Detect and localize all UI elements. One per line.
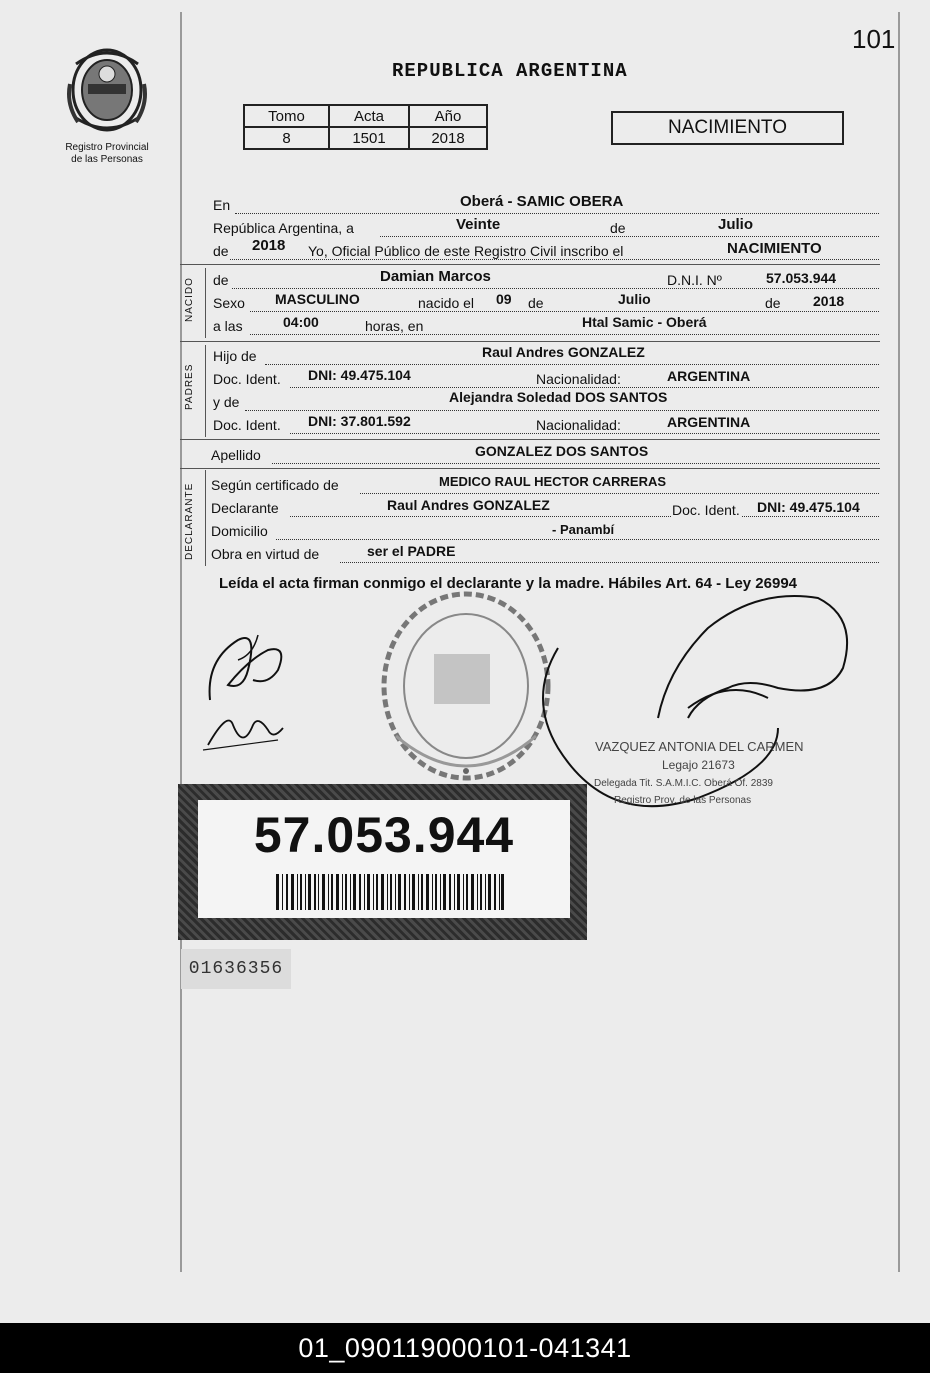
- header-tomo: Tomo: [244, 105, 329, 127]
- label-sexo: Sexo: [213, 295, 245, 311]
- value-anio: 2018: [409, 127, 487, 149]
- value-madre: Alejandra Soledad DOS SANTOS: [449, 389, 668, 405]
- dots-domicilio: [276, 538, 879, 540]
- value-anio: 2018: [252, 237, 286, 254]
- header-acta: Acta: [329, 105, 409, 127]
- stamp-line-3: Delegada Tit. S.A.M.I.C. Oberá Of. 2839: [594, 778, 773, 789]
- stamp-line-4: Registro Prov. de las Personas: [614, 795, 752, 806]
- value-madre-doc: DNI: 37.801.592: [308, 413, 411, 429]
- label-doc-ident-2: Doc. Ident.: [213, 417, 281, 433]
- label-en: En: [213, 197, 231, 213]
- value-declarante: Raul Andres GONZALEZ: [387, 497, 550, 513]
- dots-hora: [250, 333, 879, 335]
- value-obra: ser el PADRE: [367, 543, 456, 559]
- value-mes-nac: Julio: [618, 291, 651, 307]
- dots-padre: [265, 363, 879, 365]
- barcode-panel: [198, 800, 570, 918]
- left-margin-line: [180, 12, 182, 1272]
- label-nacido-el: nacido el: [418, 295, 475, 311]
- value-apellido: GONZALEZ DOS SANTOS: [475, 443, 649, 459]
- document-footer-id: 01_090119000101-041341: [0, 1323, 930, 1373]
- value-declarante-doc: DNI: 49.475.104: [757, 499, 860, 515]
- record-table-value-row: [244, 127, 487, 149]
- label-nacionalidad-2: Nacionalidad:: [536, 417, 621, 433]
- label-segun: Según certificado de: [211, 477, 339, 493]
- rule-before-padres: [180, 341, 880, 342]
- record-type-box: NACIMIENTO: [611, 111, 844, 145]
- header-anio: Año: [409, 105, 487, 127]
- dots-madre: [245, 409, 879, 411]
- label-republica: República Argentina, a: [213, 220, 354, 236]
- value-padre-doc: DNI: 49.475.104: [308, 367, 411, 383]
- value-sexo: MASCULINO: [275, 291, 360, 307]
- rule-before-declarante: [180, 468, 880, 469]
- emblem-caption-line-1: Registro Provincial: [65, 142, 149, 153]
- label-de-birth-month: de: [528, 295, 544, 311]
- value-dni: 57.053.944: [766, 270, 837, 286]
- value-tomo: 8: [244, 127, 329, 149]
- emblem-caption-line-2: de las Personas: [71, 154, 143, 165]
- label-a-las: a las: [213, 318, 243, 334]
- value-mes: Julio: [718, 216, 754, 233]
- stamp-legajo: Legajo 21673: [662, 758, 735, 772]
- value-acta: 1501: [329, 127, 409, 149]
- rule-before-nacido: [180, 264, 880, 265]
- closing-statement: Leída el acta firman conmigo el declarante y la madre. Hábiles Art. 64 - Ley 26994: [219, 575, 798, 592]
- value-anio-nac: 2018: [813, 293, 845, 309]
- label-de-year: de: [213, 243, 229, 259]
- value-domicilio: - Panambí: [552, 522, 615, 537]
- label-obra: Obra en virtud de: [211, 546, 320, 562]
- padres-section-rule: [205, 345, 206, 437]
- dots-republica: [380, 235, 879, 237]
- value-dia: Veinte: [456, 216, 501, 233]
- value-hora: 04:00: [283, 314, 319, 330]
- declarante-section-rule: [205, 470, 206, 566]
- section-label-declarante: DECLARANTE: [184, 482, 195, 560]
- dots-en: [235, 212, 879, 214]
- dots-name: [232, 287, 879, 289]
- section-label-padres: PADRES: [184, 363, 195, 410]
- province-emblem: [66, 44, 148, 136]
- section-label-nacido: NACIDO: [184, 277, 195, 322]
- right-margin-line: [898, 12, 900, 1272]
- label-apellido: Apellido: [211, 447, 261, 463]
- page-title: REPUBLICA ARGENTINA: [392, 60, 628, 82]
- value-nombre: Damian Marcos: [380, 268, 491, 285]
- nacido-section-rule: [205, 268, 206, 338]
- label-domicilio: Domicilio: [211, 523, 268, 539]
- record-table: [243, 104, 488, 150]
- label-oficial: Yo, Oficial Público de este Registro Civil inscribo el: [308, 243, 624, 259]
- value-lugar-nac: Htal Samic - Oberá: [582, 314, 707, 330]
- label-doc-ident-3: Doc. Ident.: [672, 502, 740, 518]
- stamp-name: VAZQUEZ ANTONIA DEL CARMEN: [595, 739, 804, 754]
- dots-sexo: [250, 310, 879, 312]
- record-table-header-row: [244, 105, 487, 127]
- value-madre-nac: ARGENTINA: [667, 414, 751, 430]
- value-padre: Raul Andres GONZALEZ: [482, 344, 645, 360]
- declarant-signature: [198, 600, 298, 760]
- label-de-month: de: [610, 220, 626, 236]
- label-dni-no: D.N.I. Nº: [667, 272, 722, 288]
- label-de-birth-year: de: [765, 295, 781, 311]
- value-certificado: MEDICO RAUL HECTOR CARRERAS: [439, 474, 667, 489]
- label-y-de: y de: [213, 394, 240, 410]
- value-dia-nac: 09: [496, 291, 512, 307]
- rule-before-apellido: [180, 439, 880, 440]
- value-acto: NACIMIENTO: [727, 240, 822, 257]
- label-horas-en: horas, en: [365, 318, 424, 334]
- label-hijo-de: Hijo de: [213, 348, 257, 364]
- barcode-label: [178, 784, 587, 940]
- dots-certificado: [360, 492, 879, 494]
- label-de-name: de: [213, 272, 229, 288]
- barcode-number: 57.053.944: [253, 807, 515, 863]
- label-nacionalidad-1: Nacionalidad:: [536, 371, 621, 387]
- value-lugar: Oberá - SAMIC OBERA: [460, 193, 624, 210]
- barcode-icon: [276, 874, 504, 910]
- control-number-sticker: 01636356: [181, 949, 291, 989]
- emblem-caption: [52, 142, 162, 166]
- label-declarante: Declarante: [211, 500, 279, 516]
- dots-declarante: [290, 515, 879, 517]
- dots-apellido: [272, 462, 879, 464]
- label-doc-ident-1: Doc. Ident.: [213, 371, 281, 387]
- page-number: 101: [852, 24, 896, 54]
- value-padre-nac: ARGENTINA: [667, 368, 751, 384]
